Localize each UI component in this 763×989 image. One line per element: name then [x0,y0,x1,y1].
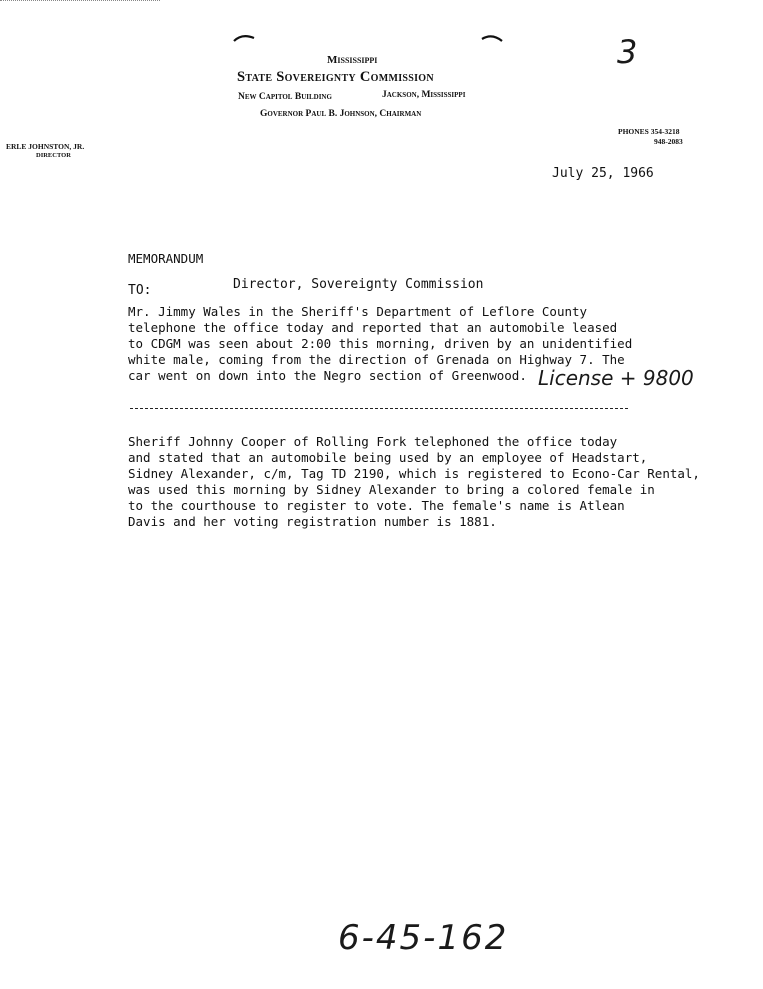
to-value: Director, Sovereignty Commission [233,277,484,292]
paragraph2-line: was used this morning by Sidney Alexander to bring a colored female in [128,482,655,497]
seal-mark-right-icon [480,33,504,43]
paragraph2-line: Sheriff Johnny Cooper of Rolling Fork telephoned the office today [128,434,618,449]
paragraph1-line: to CDGM was seen about 2:00 this morning, driven by an unidentified [128,336,633,351]
memo-heading: MEMORANDUM [128,251,204,266]
paragraph1-line: telephone the office today and reported that an automobile leased [128,320,618,335]
letterhead-city: Jackson, Mississippi [382,90,466,100]
paragraph2-line: and stated that an automobile being used by an employee of Headstart, [128,450,648,465]
letterhead-governor: Governor Paul B. Johnson, Chairman [260,109,422,119]
seal-mark-left-icon [232,33,256,43]
paragraph2-line: Davis and her voting registration number is 1881. [128,514,497,529]
phones-label: PHONES 354-3218 [618,127,680,136]
paragraph1-line: white male, coming from the direction of Grenada on Highway 7. The [128,352,625,367]
handwritten-file-number: 6-45-162 [338,918,509,958]
letterhead-building: New Capitol Building [238,92,332,102]
to-label: TO: [128,283,152,298]
handwritten-page-number: 3 [617,33,638,71]
letterhead-state: Mississippi [327,54,378,66]
paragraph1-line: car went on down into the Negro section of Greenwood. [128,368,527,383]
paragraph2-line: to the courthouse to register to vote. The female's name is Atlean [128,498,625,513]
paragraph2-line: Sidney Alexander, c/m, Tag TD 2190, which is registered to Econo-Car Rental, [128,466,700,481]
letterhead-commission: State Sovereignty Commission [237,69,434,85]
handwritten-license-note: License + 9800 [538,366,694,390]
phones-line2: 948-2083 [654,137,683,146]
top-edge-dots [0,0,160,5]
memo-date: July 25, 1966 [552,166,654,181]
section-divider [130,408,628,409]
director-name: ERLE JOHNSTON, JR. [6,142,85,151]
director-title: DIRECTOR [36,152,71,159]
paragraph1-line: Mr. Jimmy Wales in the Sheriff's Department of Leflore County [128,304,588,319]
